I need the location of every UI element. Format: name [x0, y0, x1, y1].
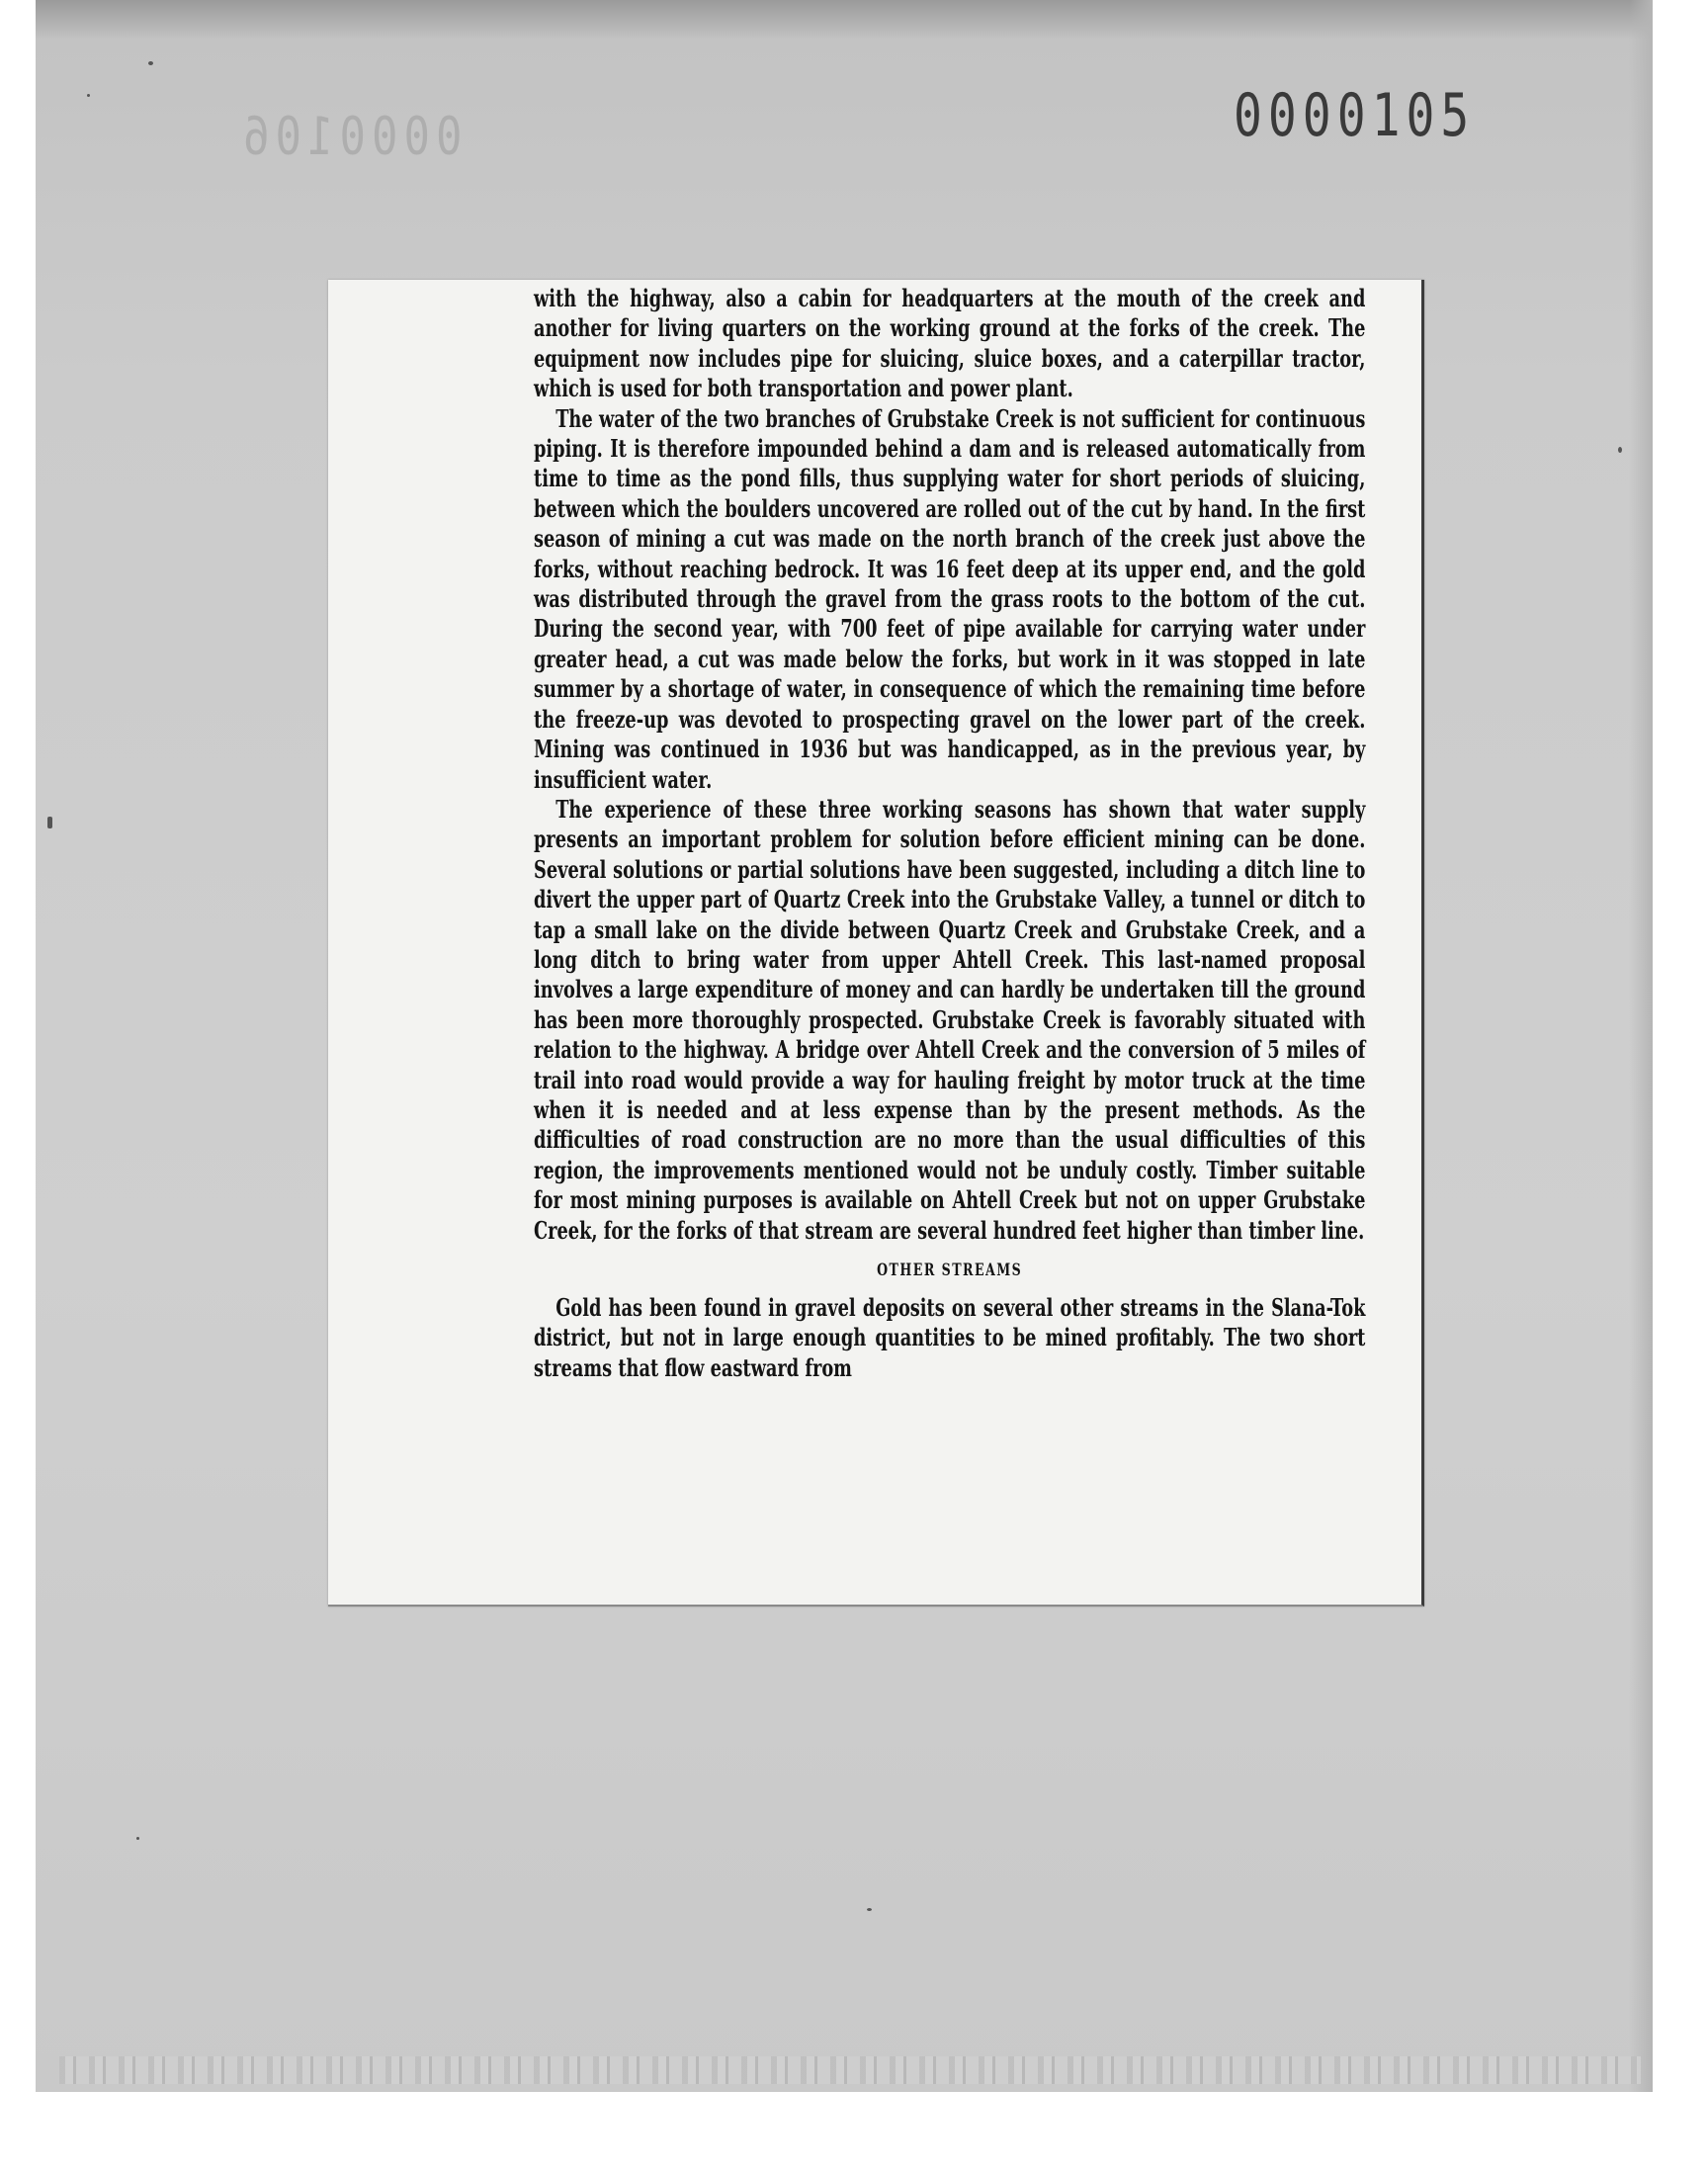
article-clipping — [328, 280, 1424, 1607]
dust-speck — [136, 1837, 139, 1840]
paragraph-water-supply: The water of the two branches of Grubstake Creek is not sufficient for continuous piping. It is therefore impounded behind a dam and is released automatically from time to time as the pond fills, thus supplying water for short periods of sluicing, between which the boulders uncovered are rolled out of the cut by hand. In the first season of mining a cut was made on the north branch of the creek just above the forks, without reaching bedrock. It was 16 feet deep at its upper end, and the gold was distributed through the gravel from the grass roots to the bottom of the cut. During the second year, with 700 feet of pipe available for carrying water under greater head, a cut was made below the forks, but work in it was stopped in late summer by a shortage of water, in consequence of which the remaining time before the freeze-up was devoted to prospecting gravel on the lower part of the creek. Mining was continued in 1936 but was handicapped, as in the previous year, by insufficient water. — [534, 403, 1366, 794]
paragraph-continued: with the highway, also a cabin for headquarters at the mouth of the creek and another for living quarters on the working ground at the forks of the creek. The equipment now includes pipe for sluicing, sluice boxes, and a caterpillar tractor, which is used for both transportation and power plant. — [534, 284, 1366, 403]
paragraph-other-streams: Gold has been found in gravel deposits on several other streams in the Slana-Tok district, but not in large enough quantities to be mined profitably. The two short streams that flow eastward from — [534, 1293, 1366, 1382]
scan-right-edge — [1629, 0, 1653, 2092]
dust-speck — [87, 94, 90, 97]
bleed-through-page-number: 0000106 — [237, 107, 463, 168]
dust-speck — [867, 1908, 872, 1911]
dust-speck — [47, 817, 52, 828]
dust-speck — [1618, 447, 1622, 453]
dust-speck — [148, 61, 153, 65]
scan-bottom-edge-marks — [59, 2056, 1641, 2084]
paragraph-working-seasons: The experience of these three working seasons has shown that water supply presents an important problem for solution before efficient mining can be done. Several solutions or partial solutions have been suggested, including a ditch line to divert the upper part of Quartz Creek into the Grubstake Valley, a tunnel or ditch to tap a small lake on the divide between Quartz Creek and Grubstake Creek, and a long ditch to bring water from upper Ahtell Creek. This last-named proposal involves a large expenditure of money and can hardly be undertaken till the ground has been more thoroughly prospected. Grubstake Creek is favorably situated with relation to the highway. A bridge over Ahtell Creek and the conversion of 5 miles of trail into road would provide a way for hauling freight by motor truck at the time when it is needed and at less expense than by the present methods. As the difficulties of road construction are no more than the usual difficulties of this region, the improvements mentioned would not be unduly costly. Timber suitable for most mining purposes is available on Ahtell Creek but not on upper Grubstake Creek, for the forks of that stream are several hundred feet higher than timber line. — [534, 794, 1366, 1245]
scan-top-shadow — [36, 0, 1653, 40]
page-stamp-number: 0000105 — [1234, 81, 1476, 150]
section-heading: OTHER STREAMS — [877, 1261, 1023, 1280]
article-text-column — [534, 284, 1365, 1383]
